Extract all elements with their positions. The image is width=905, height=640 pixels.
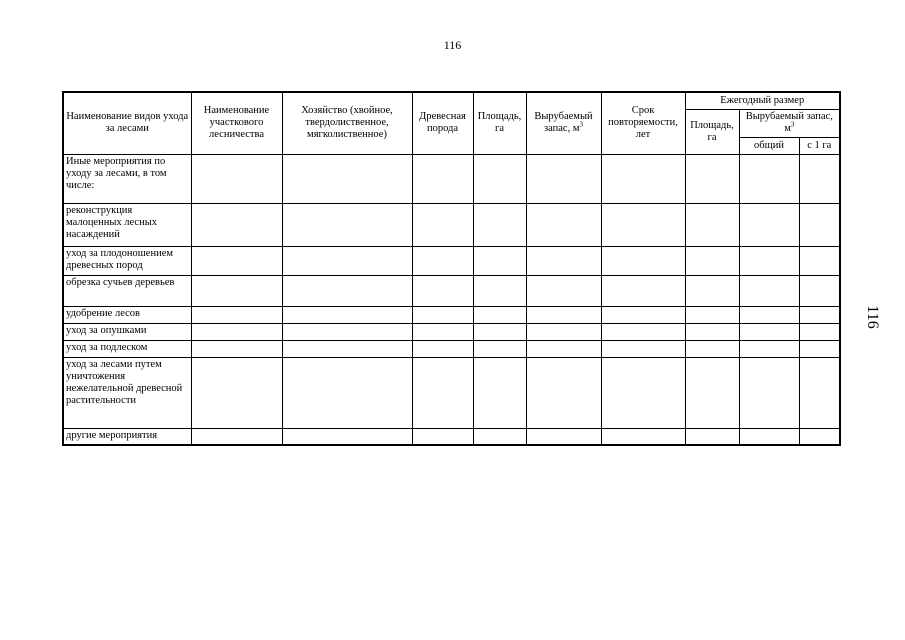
table-cell — [799, 428, 840, 445]
table-cell — [526, 323, 601, 340]
table-cell — [685, 203, 739, 246]
header-annual-felling-stock-text: Вырубаемый запас, м — [745, 111, 833, 134]
table-cell — [473, 154, 526, 203]
header-economy-type: Хозяйство (хвойное, твердолиственное, мягколиственное) — [282, 92, 412, 154]
table-cell — [191, 340, 282, 357]
table-cell — [739, 428, 799, 445]
page-number-top: 116 — [443, 38, 462, 52]
header-per-hectare: с 1 га — [799, 137, 840, 154]
table-cell — [282, 154, 412, 203]
table-cell — [526, 340, 601, 357]
header-annual-size: Ежегодный размер — [685, 92, 840, 109]
table-cell — [412, 154, 473, 203]
row-label: уход за лесами путем уничтожения нежелательной древесной растительности — [63, 357, 191, 428]
table-cell — [739, 340, 799, 357]
table-cell — [526, 154, 601, 203]
header-care-type: Наименование видов ухода за лесами — [63, 92, 191, 154]
table-cell — [473, 246, 526, 275]
table-cell — [412, 203, 473, 246]
table-cell — [282, 203, 412, 246]
table-cell — [282, 323, 412, 340]
table-cell — [526, 306, 601, 323]
table-cell — [282, 428, 412, 445]
table-cell — [526, 275, 601, 306]
table-cell — [799, 340, 840, 357]
table-cell — [473, 357, 526, 428]
table-cell — [601, 340, 685, 357]
table-cell — [601, 203, 685, 246]
row-label: реконструкция малоценных лесных насаждений — [63, 203, 191, 246]
table-cell — [473, 306, 526, 323]
table-cell — [282, 306, 412, 323]
table-cell — [799, 357, 840, 428]
table-cell — [739, 306, 799, 323]
table-cell — [799, 275, 840, 306]
table-cell — [282, 275, 412, 306]
table-cell — [739, 246, 799, 275]
table-cell — [685, 306, 739, 323]
table-cell — [685, 154, 739, 203]
table-cell — [191, 357, 282, 428]
page-number-side: 116 — [864, 305, 881, 329]
header-felling-stock-sup: 3 — [579, 120, 583, 129]
table-cell — [191, 306, 282, 323]
row-label: удобрение лесов — [63, 306, 191, 323]
table-cell — [601, 428, 685, 445]
row-label: другие мероприятия — [63, 428, 191, 445]
header-annual-area: Площадь, га — [685, 109, 739, 154]
table-cell — [739, 203, 799, 246]
header-tree-species: Древесная порода — [412, 92, 473, 154]
table-cell — [526, 357, 601, 428]
table-cell — [412, 340, 473, 357]
header-total: общий — [739, 137, 799, 154]
row-label: уход за подлеском — [63, 340, 191, 357]
table-cell — [412, 428, 473, 445]
table-cell — [685, 428, 739, 445]
table-cell — [685, 357, 739, 428]
table-cell — [191, 323, 282, 340]
table-cell — [739, 323, 799, 340]
table-cell — [739, 275, 799, 306]
row-label: Иные мероприятия по уходу за лесами, в том числе: — [63, 154, 191, 203]
table-cell — [412, 306, 473, 323]
row-label: уход за плодоношением древесных пород — [63, 246, 191, 275]
table-cell — [412, 246, 473, 275]
table-cell — [412, 357, 473, 428]
table-cell — [473, 203, 526, 246]
table-cell — [601, 275, 685, 306]
table-cell — [412, 323, 473, 340]
table-cell — [191, 246, 282, 275]
table-cell — [191, 203, 282, 246]
header-felling-stock — [526, 92, 601, 154]
table-cell — [685, 340, 739, 357]
table-cell — [799, 306, 840, 323]
table-cell — [799, 323, 840, 340]
table-cell — [191, 275, 282, 306]
header-annual-felling-stock-sup: 3 — [790, 120, 795, 129]
table-cell — [601, 154, 685, 203]
table-cell — [685, 246, 739, 275]
table-cell — [601, 357, 685, 428]
table-cell — [739, 357, 799, 428]
table-cell — [473, 340, 526, 357]
table-cell — [282, 246, 412, 275]
table-cell — [799, 246, 840, 275]
table-cell — [282, 340, 412, 357]
header-forestry-district: Наименование участкового лесничества — [191, 92, 282, 154]
forest-care-table — [62, 91, 841, 446]
table-cell — [685, 275, 739, 306]
table-cell — [473, 275, 526, 306]
table-cell — [526, 428, 601, 445]
header-repeat-period: Срок повторяемости, лет — [601, 92, 685, 154]
table-cell — [526, 203, 601, 246]
table-cell — [526, 246, 601, 275]
table-cell — [799, 154, 840, 203]
table-cell — [601, 323, 685, 340]
header-area: Площадь, га — [473, 92, 526, 154]
table-cell — [191, 154, 282, 203]
table-cell — [685, 323, 739, 340]
table-cell — [191, 428, 282, 445]
table-cell — [601, 306, 685, 323]
table-cell — [473, 428, 526, 445]
table-cell — [412, 275, 473, 306]
header-felling-stock-text: Вырубаемый запас, м — [534, 111, 593, 135]
table-cell — [739, 154, 799, 203]
table-cell — [282, 357, 412, 428]
table-cell — [799, 203, 840, 246]
row-label: уход за опушками — [63, 323, 191, 340]
table-cell — [473, 323, 526, 340]
header-annual-felling-stock — [739, 109, 840, 137]
table-cell — [601, 246, 685, 275]
row-label: обрезка сучьев деревьев — [63, 275, 191, 306]
